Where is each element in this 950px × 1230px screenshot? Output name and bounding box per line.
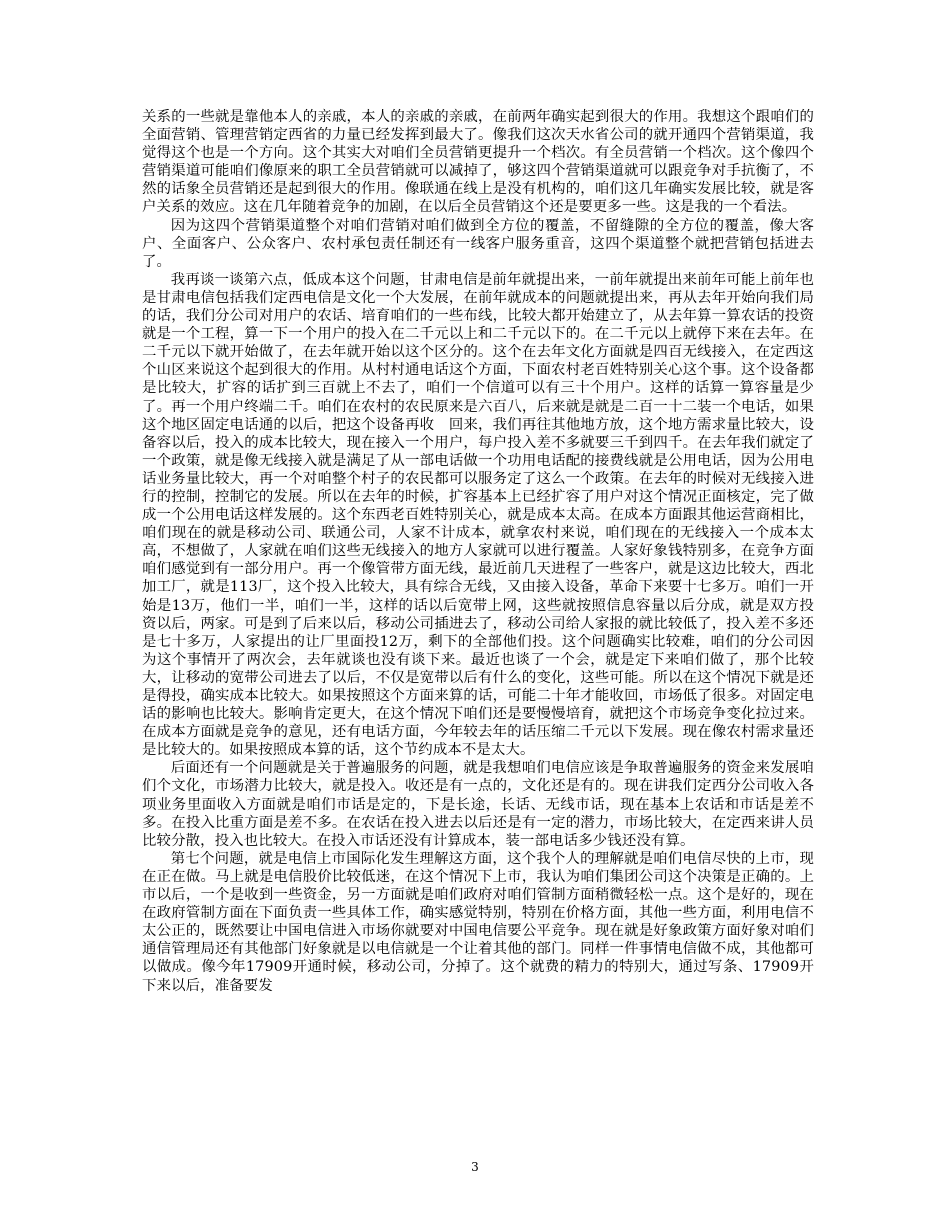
paragraph-4: 后面还有一个问题就是关于普遍服务的问题，就是我想咱们电信应该是争取普遍服务的资金来发展咱们个文化，市场潜力比较大，就是投入。收还是有一点的，文化还是有的。现在讲我们定西分公司收入各项业务里面收入方面就是咱们市话是定的，下是长途，长话、无线市话，现在基本上农话和市话是差不多。在投入比重方面是差不多。在农话在投入进去以后还是有一定的潜力，市场比较大，在定西来讲人员比较分散，投入也比较大。在投入市话还没有计算成本，装一部电话多少钱还没有算。 xyxy=(142,760,814,849)
paragraph-1: 关系的一些就是靠他本人的亲戚，本人的亲戚的亲戚，在前两年确实起到很大的作用。我想这个跟咱们的全面营销、管理营销定西省的力量已经发挥到最大了。像我们这次天水省公司的就开通四个营销渠道，我觉得这个也是一个方向。这个其实大对咱们全员营销更提升一个档次。有全员营销一个档次。这个像四个营销渠道可能咱们像原来的职工全员营销就可以减掉了，够这四个营销渠道就可以跟竞争对手抗衡了，不然的话象全员营销还是起到很大的作用。像联通在线上是没有机构的，咱们这几年确实发展比较，就是客户关系的效应。这在几年随着竞争的加剧，在以后全员营销这个还是要更多一些。这是我的一个看法。 xyxy=(142,109,814,216)
paragraph-5: 第七个问题，就是电信上市国际化发生理解这方面，这个我个人的理解就是咱们电信尽快的上市，现在正在做。马上就是电信股价比较低迷，在这个情况下上市，我认为咱们集团公司这个决策是正确的。上市以后，一个是收到一些资金，另一方面就是咱们政府对咱们管制方面稍微轻松一点。这个是好的，现在在政府管制方面在下面负责一些具体工作，确实感觉特别，特别在价格方面，其他一些方面，利用电信不太公正的，既然要让中国电信进入市场你就要对中国电信要公平竞争。现在就是好象政策方面好象对咱们通信管理局还有其他部门好象就是以电信就是一个让着其他的部门。同样一件事情电信做不成，其他都可以做成。像今年17909开通时候，移动公司，分掉了。这个就费的精力的特别大，通过写条、17909开下来以后，准备要发 xyxy=(142,850,814,994)
paragraph-2: 因为这四个营销渠道整个对咱们营销对咱们做到全方位的覆盖，不留缝隙的全方位的覆盖，像大客户、全面客户、公众客户、农村承包责任制还有一线客户服务重音，这四个渠道整个就把营销包括进去了。 xyxy=(142,217,814,270)
body-text xyxy=(142,108,814,995)
page-number: 3 xyxy=(471,1160,479,1174)
paragraph-3: 我再谈一谈第六点，低成本这个问题，甘肃电信是前年就提出来，一前年就提出来前年可能上前年也是甘肃电信包括我们定西电信是文化一个大发展，在前年就成本的问题就提出来，再从去年开始向我们局的话，我们分公司对用户的农话、培育咱们的一些布线，比较大都开始建立了，从去年算一算农话的投资就是一个工程，算一下一个用户的投入在二千元以上和二千元以下的。在二千元以上就停下来在去年。在二千元以下就开始做了，在去年就开始以这个区分的。这个在去年文化方面就是四百无线接入，在定西这个山区来说这个起到很大的作用。从村村通电话这个方面，下面农村老百姓特别关心这个事。这个设备都是比较大，扩容的话扩到三百就上不去了，咱们一个信道可以有三十个用户。这样的话算一算容量是少了。再一个用户终端二千。咱们在农村的农民原来是六百八，后来就是就是二百一十二装一个电话，如果这个地区固定电话通的以后，把这个设备再收 回来，我们再往其他地方放，这个地方需求量比较大，设备容以后，投入的成本比较大，现在接入一个用户，每户投入差不多就要三千到四千。在去年我们就定了一个政策，就是像无线接入就是满足了从一部电话做一个功用电话配的接费线就是公用电话，因为公用电话业务量比较大，再一个对咱整个村子的农民都可以服务定了这么一个政策。在去年的时候对无线接入进行的控制，控制它的发展。所以在去年的时候，扩容基本上已经扩容了用户对这个情况正面核定，完了做成一个公用电话这样发展的。这个东西老百姓特别关心，就是成本太高。在成本方面跟其他运营商相比，咱们现在的就是移动公司、联通公司，人家不计成本，就拿农村来说，咱们现在的无线接入一个成本太高，不想做了，人家就在咱们这些无线接入的地方人家就可以进行覆盖。人家好象钱特别多，在竞争方面咱们感觉到有一部分用户。再一个像管带方面无线，最近前几天进程了一些客户，就是这边比较大，西北加工厂，就是113厂，这个投入比较大，具有综合无线，又由接入设备，革命下来要十七多万。咱们一开始是13万，他们一半，咱们一半，这样的话以后宽带上网，这些就按照信息容量以后分成，就是双方投资以后，两家。可是到了后来以后，移动公司插进去了，移动公司给人家报的就比较低了，投入差不多还是七十多万，人家提出的让厂里面投12万，剩下的全部他们投。这个问题确实比较难，咱们的分公司因为这个事情开了两次会，去年就谈也没有谈下来。最近也谈了一个会，就是定下来咱们做了，那个比较大，让移动的宽带公司进去了以后，不仅是宽带以后有什么的变化，这些可能。所以在这个情况下就是还是得投，确实成本比较大。如果按照这个方面来算的话，可能二十年才能收回，市场低了很多。对固定电话的影响也比较大。影响肯定更大，在这个情况下咱们还是要慢慢培育，就把这个市场竞争变化拉过来。在成本方面就是竞争的意见，还有电话方面，今年较去年的话压缩二千元以下发展。现在像农村需求量还是比较大的。如果按照成本算的话，这个节约成本不是太大。 xyxy=(142,271,814,759)
